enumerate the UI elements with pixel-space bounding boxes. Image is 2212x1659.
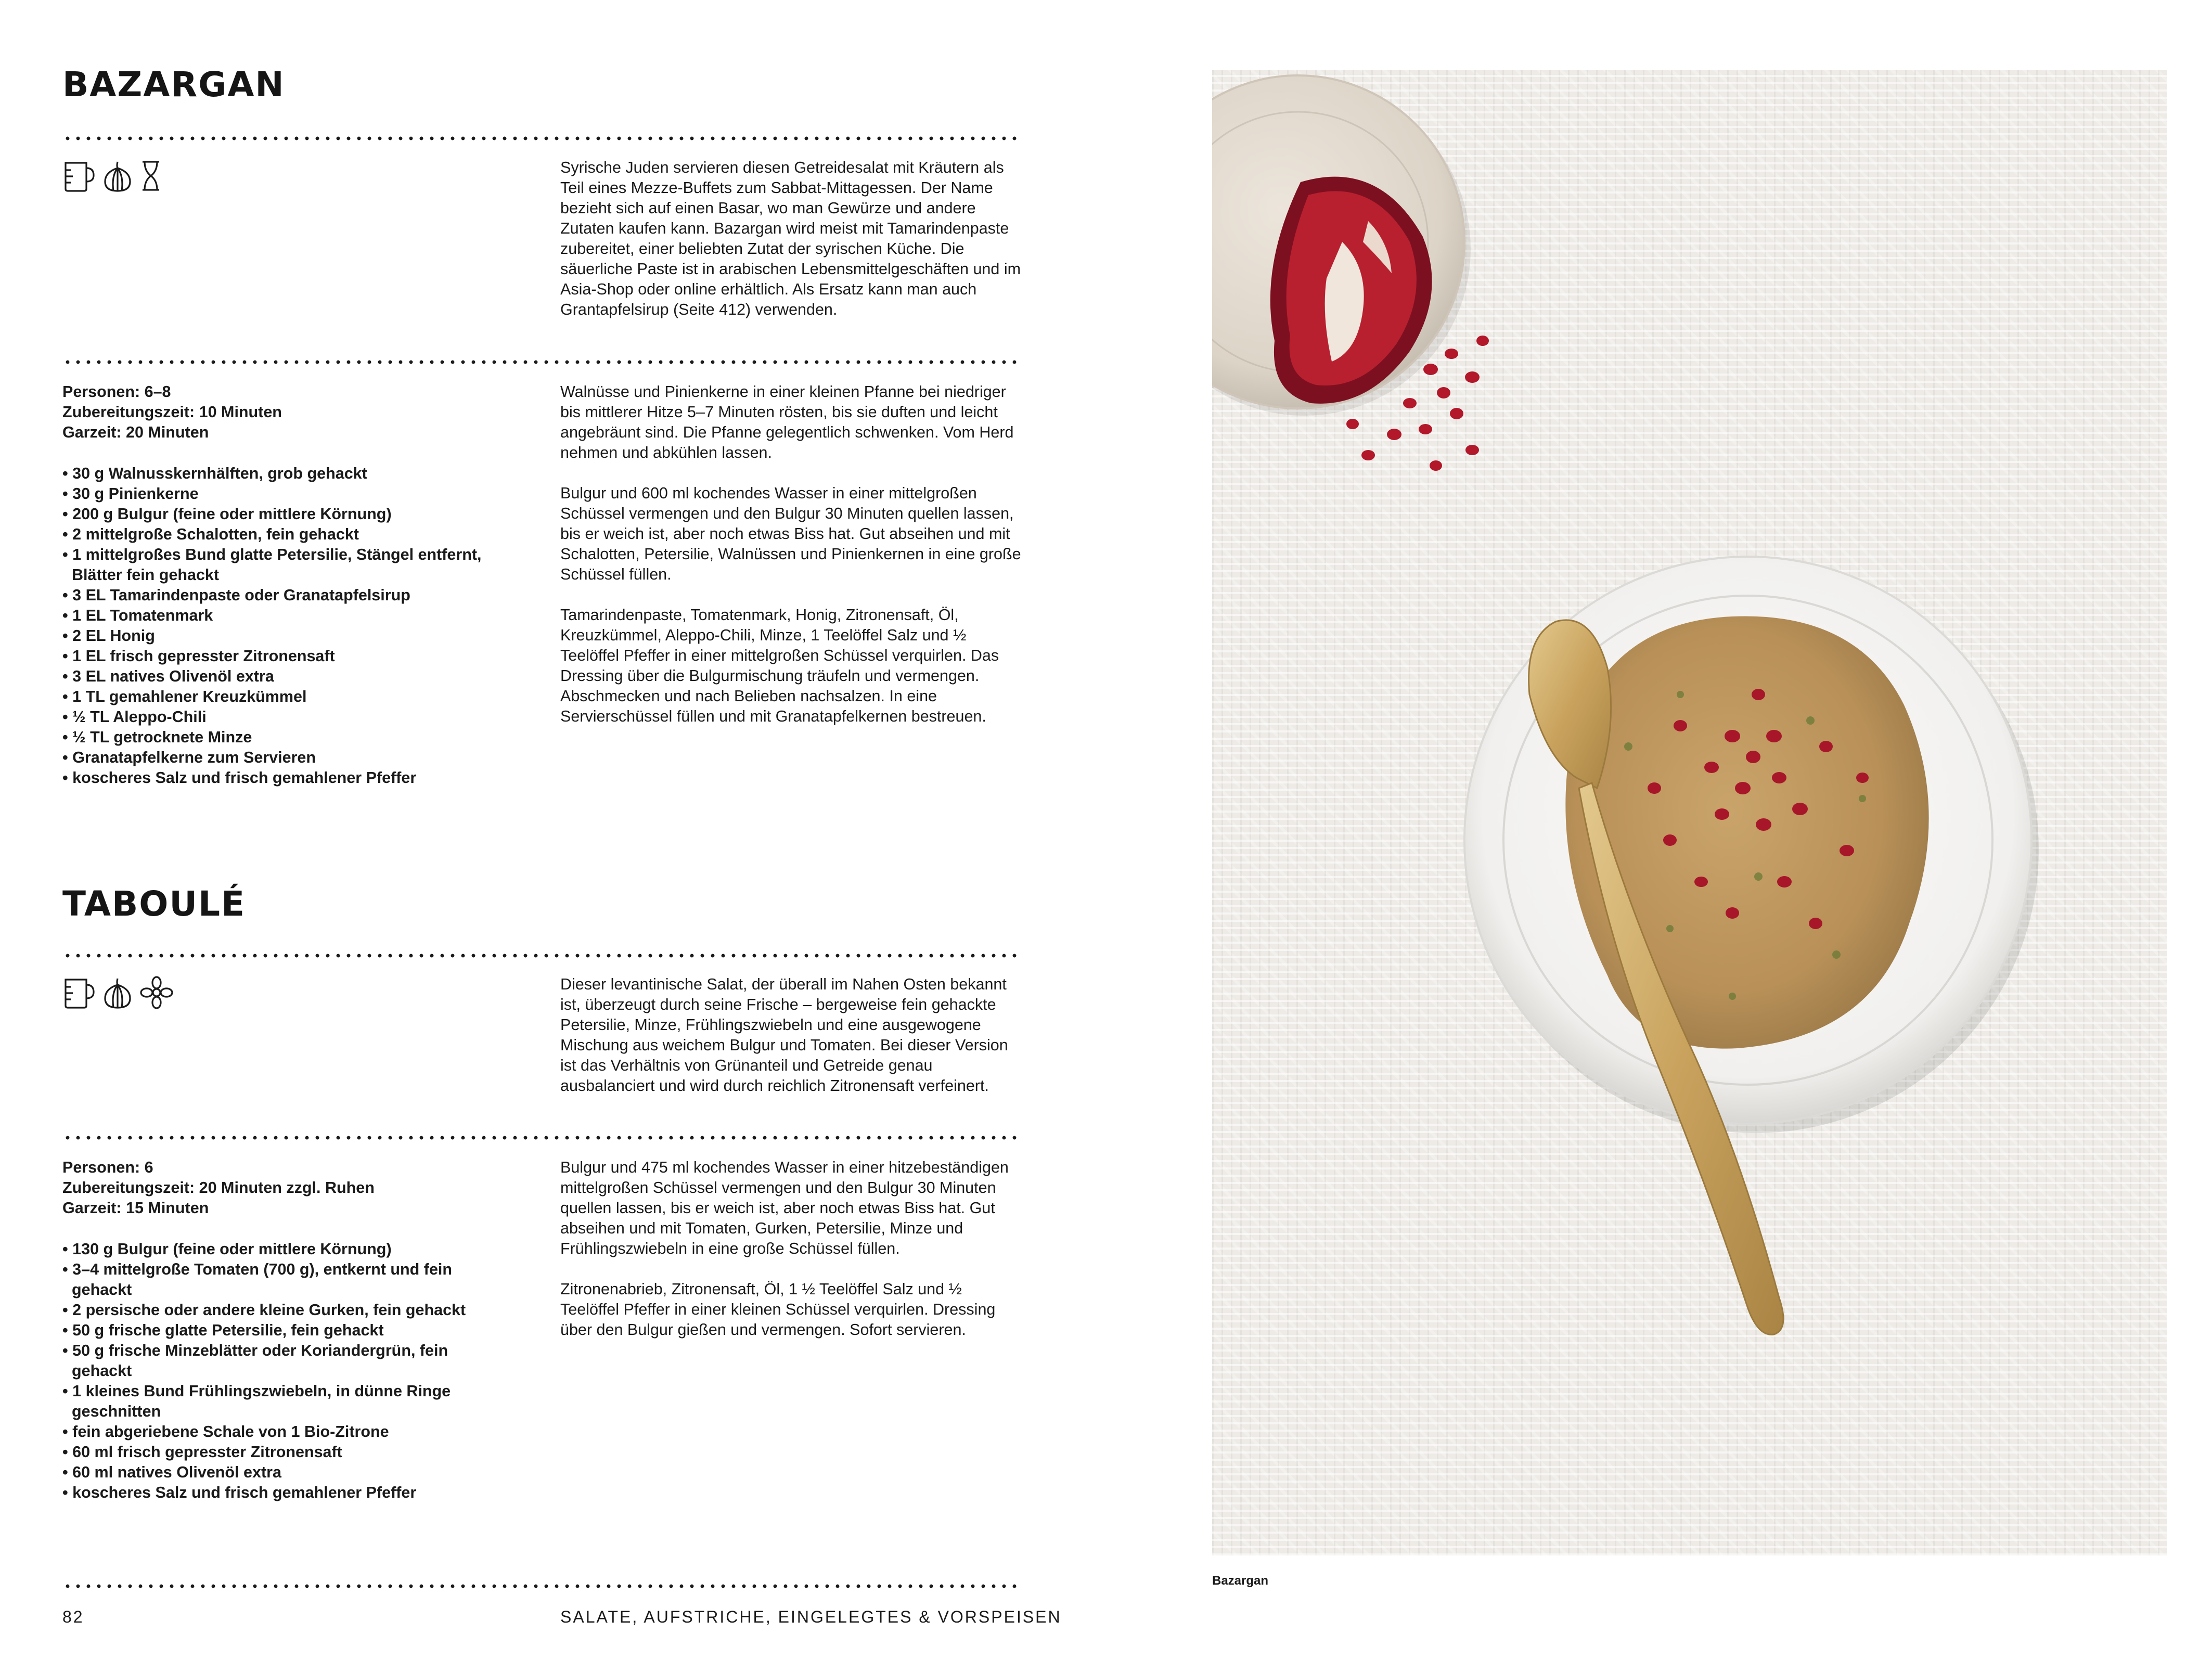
intro-taboule: Dieser levantinische Salat, der überall im Nahen Osten bekannt ist, überzeugt durch seine Frische – bergeweise fein gehackte Petersilie, Minze, Frühlingszwiebeln und eine ausgewogene Mischung aus weichem Bulgur und Tomaten. Bei dieser Version ist das Verhältnis von Grünanteil und Getreide genau ausbalanciert und wird durch reichlich Zitronensaft verfeinert. bbox=[560, 975, 1008, 1095]
intro-bazargan: Syrische Juden servieren diesen Getreidesalat mit Kräutern als Teil eines Mezze-Buffets zum Sabbat-Mittagessen. Der Name bezieht sich auf einen Basar, wo man Gewürze und andere Zutaten kaufen kann. Bazargan wird meist mit Tamarindenpaste zubereitet, einer beliebten Zutat der syrischen Küche. Die säuerliche Paste ist in arabischen Lebensmittelgeschäften und im Asia-Shop oder online erhältlich. Als Ersatz kann man auch Grantapfelsirup (Seite 412) verwenden. bbox=[560, 159, 1021, 318]
garlic-icon bbox=[102, 159, 133, 193]
list-item: • 1 EL Tomatenmark bbox=[62, 606, 515, 626]
prep-time: Zubereitungszeit: 20 Minuten zzgl. Ruhen bbox=[62, 1179, 375, 1197]
list-item: • 30 g Walnusskernhälften, grob gehackt bbox=[62, 464, 515, 484]
hourglass-icon bbox=[139, 159, 162, 193]
list-item: • 30 g Pinienkerne bbox=[62, 484, 515, 504]
recipe-title-bazargan: BAZARGAN bbox=[62, 65, 285, 105]
section-title: SALATE, AUFSTRICHE, EINGELEGTES & VORSPEISEN bbox=[560, 1607, 1062, 1626]
cook-time: Garzeit: 20 Minuten bbox=[62, 423, 209, 441]
ingredients-taboule bbox=[62, 1239, 494, 1503]
list-item: • 2 persische oder andere kleine Gurken, fein gehackt bbox=[62, 1300, 494, 1320]
list-item: • koscheres Salz und frisch gemahlener Pfeffer bbox=[62, 768, 515, 788]
list-item: • Granatapfelkerne zum Servieren bbox=[62, 748, 515, 768]
photo-caption: Bazargan bbox=[1212, 1574, 1269, 1588]
list-item: • 50 g frische Minzeblätter oder Koriandergrün, fein gehackt bbox=[62, 1341, 494, 1381]
meta-bazargan bbox=[62, 382, 520, 443]
list-item: • 3 EL Tamarindenpaste oder Granatapfelsirup bbox=[62, 585, 515, 606]
step-paragraph: Tamarindenpaste, Tomatenmark, Honig, Zitronensaft, Öl, Kreuzkümmel, Aleppo-Chili, Minze, 1 Teelöffel Salz und ½ Teelöffel Pfeffer in einer mittelgroßen Schüssel verquirlen. Das Dressing über die Bulgurmischung träufeln und vermengen. Abschmecken und nach Belieben nachsalzen. In eine Servierschüssel füllen und mit Granatapfelkernen bestreuen. bbox=[560, 606, 999, 725]
recipe-photo bbox=[1212, 70, 2167, 1555]
recipe-icons-bazargan bbox=[62, 159, 162, 193]
page-number: 82 bbox=[62, 1607, 84, 1626]
list-item: • 3 EL natives Olivenöl extra bbox=[62, 666, 515, 687]
dotted-divider bbox=[62, 954, 1020, 958]
measuring-cup-icon bbox=[62, 975, 96, 1010]
steps-bazargan bbox=[560, 382, 1023, 747]
servings: Personen: 6–8 bbox=[62, 383, 171, 401]
list-item: • koscheres Salz und frisch gemahlener Pfeffer bbox=[62, 1483, 494, 1503]
dotted-divider bbox=[62, 136, 1020, 140]
list-item: • ½ TL Aleppo-Chili bbox=[62, 707, 515, 727]
step-paragraph: Walnüsse und Pinienkerne in einer kleinen Pfanne bei niedriger bis mittlerer Hitze 5–7 Minuten rösten, bis sie duften und leicht angebräunt sind. Die Pfanne gelegentlich schwenken. Vom Herd nehmen und abkühlen lassen. bbox=[560, 383, 1014, 461]
list-item: • 130 g Bulgur (feine oder mittlere Körnung) bbox=[62, 1239, 494, 1259]
dotted-divider bbox=[62, 360, 1020, 364]
list-item: • 2 EL Honig bbox=[62, 626, 515, 646]
list-item: • 60 ml frisch gepresster Zitronensaft bbox=[62, 1442, 494, 1462]
garlic-icon bbox=[102, 975, 133, 1010]
list-item: • 1 mittelgroßes Bund glatte Petersilie, Stängel entfernt, Blätter fein gehackt bbox=[62, 545, 515, 585]
list-item: • 1 EL frisch gepresster Zitronensaft bbox=[62, 646, 515, 666]
step-paragraph: Bulgur und 475 ml kochendes Wasser in einer hitzebeständigen mittelgroßen Schüssel vermengen und den Bulgur 30 Minuten quellen lassen, bis er weich ist, aber noch etwas Biss hat. Gut abseihen und mit Tomaten, Gurken, Petersilie, Minze und Frühlingszwiebeln in eine große Schüssel füllen. bbox=[560, 1159, 1009, 1257]
measuring-cup-icon bbox=[62, 159, 96, 193]
prep-time: Zubereitungszeit: 10 Minuten bbox=[62, 403, 282, 421]
flower-icon bbox=[139, 975, 174, 1010]
cook-time: Garzeit: 15 Minuten bbox=[62, 1199, 209, 1217]
list-item: • 50 g frische glatte Petersilie, fein gehackt bbox=[62, 1320, 494, 1341]
servings: Personen: 6 bbox=[62, 1159, 153, 1176]
step-paragraph: Bulgur und 600 ml kochendes Wasser in einer mittelgroßen Schüssel vermengen und den Bulgur 30 Minuten quellen lassen, bis er weich ist, aber noch etwas Biss hat. Gut abseihen und mit Schalotten, Petersilie, Walnüssen und Pinienkernen in eine große Schüssel füllen. bbox=[560, 484, 1021, 583]
recipe-icons-taboule bbox=[62, 975, 174, 1010]
list-item: • 1 TL gemahlener Kreuzkümmel bbox=[62, 687, 515, 707]
list-item: • 1 kleines Bund Frühlingszwiebeln, in dünne Ringe geschnitten bbox=[62, 1381, 494, 1422]
list-item: • 60 ml natives Olivenöl extra bbox=[62, 1462, 494, 1483]
list-item: • 200 g Bulgur (feine oder mittlere Körnung) bbox=[62, 504, 515, 524]
steps-taboule bbox=[560, 1158, 1023, 1360]
dotted-divider bbox=[62, 1136, 1020, 1140]
list-item: • ½ TL getrocknete Minze bbox=[62, 727, 515, 748]
step-paragraph: Zitronenabrieb, Zitronensaft, Öl, 1 ½ Teelöffel Salz und ½ Teelöffel Pfeffer in einer kleinen Schüssel verquirlen. Dressing über den Bulgur gießen und vermengen. Sofort servieren. bbox=[560, 1280, 996, 1339]
recipe-title-taboule: TABOULÉ bbox=[62, 884, 246, 924]
list-item: • 3–4 mittelgroße Tomaten (700 g), entkernt und fein gehackt bbox=[62, 1259, 494, 1300]
list-item: • fein abgeriebene Schale von 1 Bio-Zitrone bbox=[62, 1422, 494, 1442]
ingredients-bazargan bbox=[62, 464, 515, 788]
meta-taboule bbox=[62, 1158, 520, 1218]
dotted-divider bbox=[62, 1584, 1020, 1588]
list-item: • 2 mittelgroße Schalotten, fein gehackt bbox=[62, 524, 515, 545]
